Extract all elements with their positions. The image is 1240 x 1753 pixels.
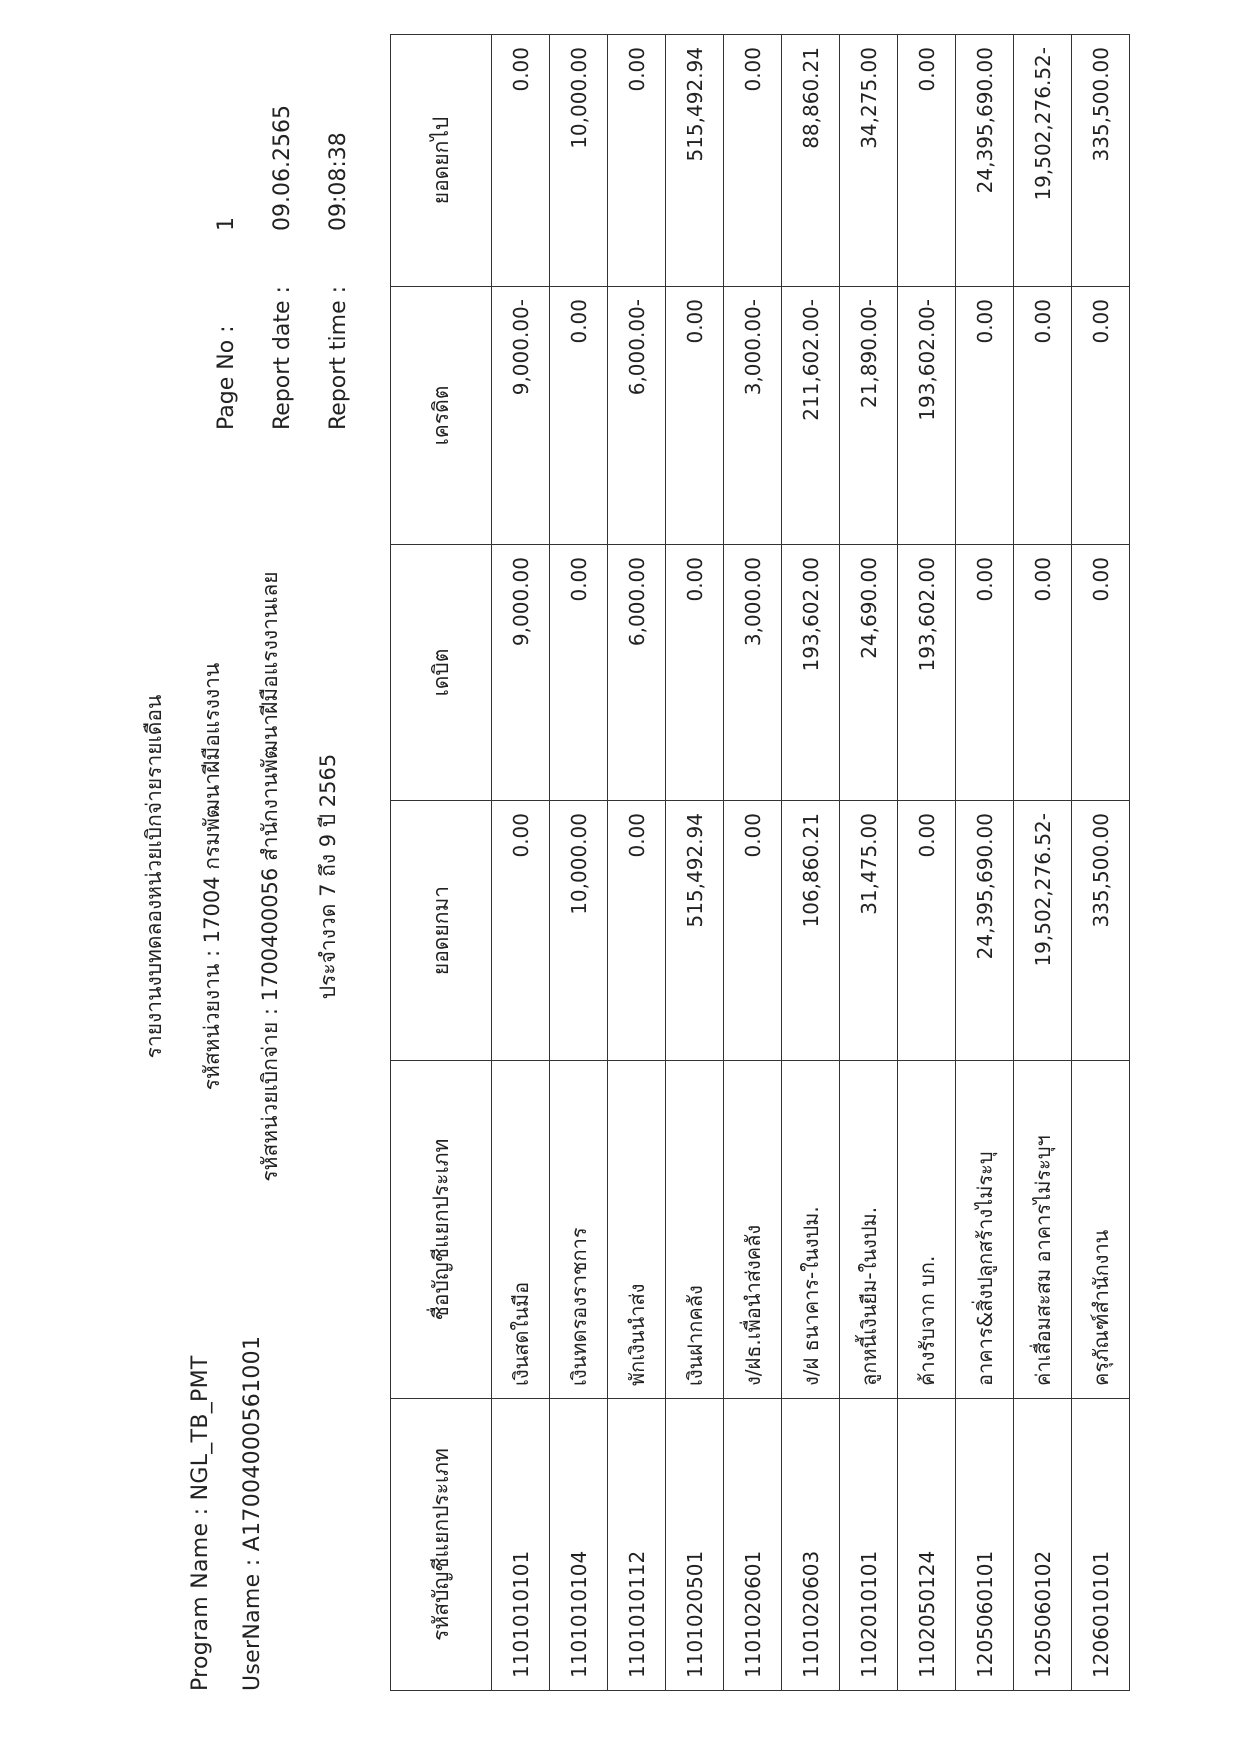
carried-forward-cell: 0.00 — [608, 35, 666, 287]
account-name-cell: ง/ฝ ธนาคาร-ในงปม. — [782, 1061, 840, 1399]
account-name-cell: อาคาร&สิ่งปลูกสร้างไม่ระบุ — [956, 1061, 1014, 1399]
debit-cell: 9,000.00 — [492, 545, 550, 801]
col-header-carried-forward: ยอดยกไป — [391, 35, 492, 287]
account-code-cell: 1101010101 — [492, 1399, 550, 1691]
carried-forward-cell: 0.00 — [724, 35, 782, 287]
table-row — [492, 35, 550, 1691]
program-name: Program Name : NGL_TB_PMT — [188, 1355, 213, 1691]
credit-cell: 3,000.00- — [724, 287, 782, 545]
col-header-debit: เดบิต — [391, 545, 492, 801]
report-time-label: Report time : — [326, 285, 351, 430]
account-code-cell: 1101020603 — [782, 1399, 840, 1691]
brought-forward-cell: 106,860.21 — [782, 801, 840, 1061]
account-code-cell: 1205060102 — [1014, 1399, 1072, 1691]
carried-forward-cell: 335,500.00 — [1072, 35, 1130, 287]
carried-forward-cell: 34,275.00 — [840, 35, 898, 287]
username: UserName : A17004000561001 — [240, 1335, 265, 1691]
trial-balance-table — [390, 34, 1130, 1691]
debit-cell: 0.00 — [956, 545, 1014, 801]
account-name-cell: ครุภัณฑ์สำนักงาน — [1072, 1061, 1130, 1399]
carried-forward-cell: 88,860.21 — [782, 35, 840, 287]
carried-forward-cell: 515,492.94 — [666, 35, 724, 287]
debit-cell: 193,602.00 — [898, 545, 956, 801]
account-code-cell: 1101020501 — [666, 1399, 724, 1691]
debit-cell: 3,000.00 — [724, 545, 782, 801]
account-code-cell: 1206010101 — [1072, 1399, 1130, 1691]
credit-cell: 0.00 — [956, 287, 1014, 545]
report-date-label: Report date : — [270, 286, 295, 430]
debit-cell: 24,690.00 — [840, 545, 898, 801]
report-period: ประจำงวด 7 ถึง 9 ปี 2565 — [316, 753, 340, 1000]
table-row — [724, 35, 782, 1691]
account-code-cell: 1101020601 — [724, 1399, 782, 1691]
report-title: รายงานงบทดลองหน่วยเบิกจ่ายรายเดือน — [142, 694, 166, 1059]
carried-forward-cell: 0.00 — [898, 35, 956, 287]
account-code-cell: 1101010112 — [608, 1399, 666, 1691]
credit-cell: 0.00 — [666, 287, 724, 545]
debit-cell: 0.00 — [1072, 545, 1130, 801]
account-name-cell: เงินทดรองราชการ — [550, 1061, 608, 1399]
carried-forward-cell: 0.00 — [492, 35, 550, 287]
debit-cell: 0.00 — [550, 545, 608, 801]
credit-cell: 0.00 — [550, 287, 608, 545]
debit-cell: 193,602.00 — [782, 545, 840, 801]
table-body — [492, 35, 1130, 1691]
table-row — [898, 35, 956, 1691]
brought-forward-cell: 515,492.94 — [666, 801, 724, 1061]
report-time-value: 09:08:38 — [326, 132, 351, 231]
account-name-cell: ลูกหนี้เงินยืม-ในงปม. — [840, 1061, 898, 1399]
table-row — [782, 35, 840, 1691]
account-code-cell: 1101010104 — [550, 1399, 608, 1691]
carried-forward-cell: 19,502,276.52- — [1014, 35, 1072, 287]
brought-forward-cell: 0.00 — [492, 801, 550, 1061]
account-name-cell: ค่าเสื่อมสะสม อาคารไม่ระบุฯ — [1014, 1061, 1072, 1399]
brought-forward-cell: 31,475.00 — [840, 801, 898, 1061]
brought-forward-cell: 0.00 — [898, 801, 956, 1061]
credit-cell: 6,000.00- — [608, 287, 666, 545]
credit-cell: 0.00 — [1072, 287, 1130, 545]
credit-cell: 21,890.00- — [840, 287, 898, 545]
table-row — [666, 35, 724, 1691]
carried-forward-cell: 24,395,690.00 — [956, 35, 1014, 287]
credit-cell: 0.00 — [1014, 287, 1072, 545]
brought-forward-cell: 0.00 — [608, 801, 666, 1061]
table-row — [550, 35, 608, 1691]
account-name-cell: พักเงินนำส่ง — [608, 1061, 666, 1399]
credit-cell: 211,602.00- — [782, 287, 840, 545]
credit-cell: 193,602.00- — [898, 287, 956, 545]
account-name-cell: เงินสดในมือ — [492, 1061, 550, 1399]
brought-forward-cell: 10,000.00 — [550, 801, 608, 1061]
account-name-cell: ง/ฝธ.เพื่อนำส่งคลัง — [724, 1061, 782, 1399]
debit-cell: 0.00 — [1014, 545, 1072, 801]
page-no-value: 1 — [214, 217, 239, 231]
credit-cell: 9,000.00- — [492, 287, 550, 545]
disbursing-unit: รหัสหน่วยเบิกจ่าย : 1700400056 สำนักงานพัฒนาฝีมือแรงงานเลย — [258, 571, 282, 1182]
col-header-account-code: รหัสบัญชีแยกประเภท — [391, 1399, 492, 1691]
table-row — [1072, 35, 1130, 1691]
col-header-credit: เครดิต — [391, 287, 492, 545]
account-name-cell: เงินฝากคลัง — [666, 1061, 724, 1399]
account-code-cell: 1205060101 — [956, 1399, 1014, 1691]
carried-forward-cell: 10,000.00 — [550, 35, 608, 287]
brought-forward-cell: 19,502,276.52- — [1014, 801, 1072, 1061]
debit-cell: 0.00 — [666, 545, 724, 801]
table-header-row — [391, 35, 492, 1691]
brought-forward-cell: 335,500.00 — [1072, 801, 1130, 1061]
table-row — [956, 35, 1014, 1691]
agency-code: รหัสหน่วยงาน : 17004 กรมพัฒนาฝีมือแรงงาน — [200, 662, 224, 1091]
table-row — [840, 35, 898, 1691]
account-code-cell: 1102010101 — [840, 1399, 898, 1691]
col-header-brought-forward: ยอดยกมา — [391, 801, 492, 1061]
table-row — [1014, 35, 1072, 1691]
account-name-cell: ค้างรับจาก บก. — [898, 1061, 956, 1399]
account-code-cell: 1102050124 — [898, 1399, 956, 1691]
report-date-value: 09.06.2565 — [270, 105, 295, 231]
brought-forward-cell: 0.00 — [724, 801, 782, 1061]
debit-cell: 6,000.00 — [608, 545, 666, 801]
col-header-account-name: ชื่อบัญชีแยกประเภท — [391, 1061, 492, 1399]
table-row — [608, 35, 666, 1691]
page-no-label: Page No : — [214, 325, 239, 430]
brought-forward-cell: 24,395,690.00 — [956, 801, 1014, 1061]
